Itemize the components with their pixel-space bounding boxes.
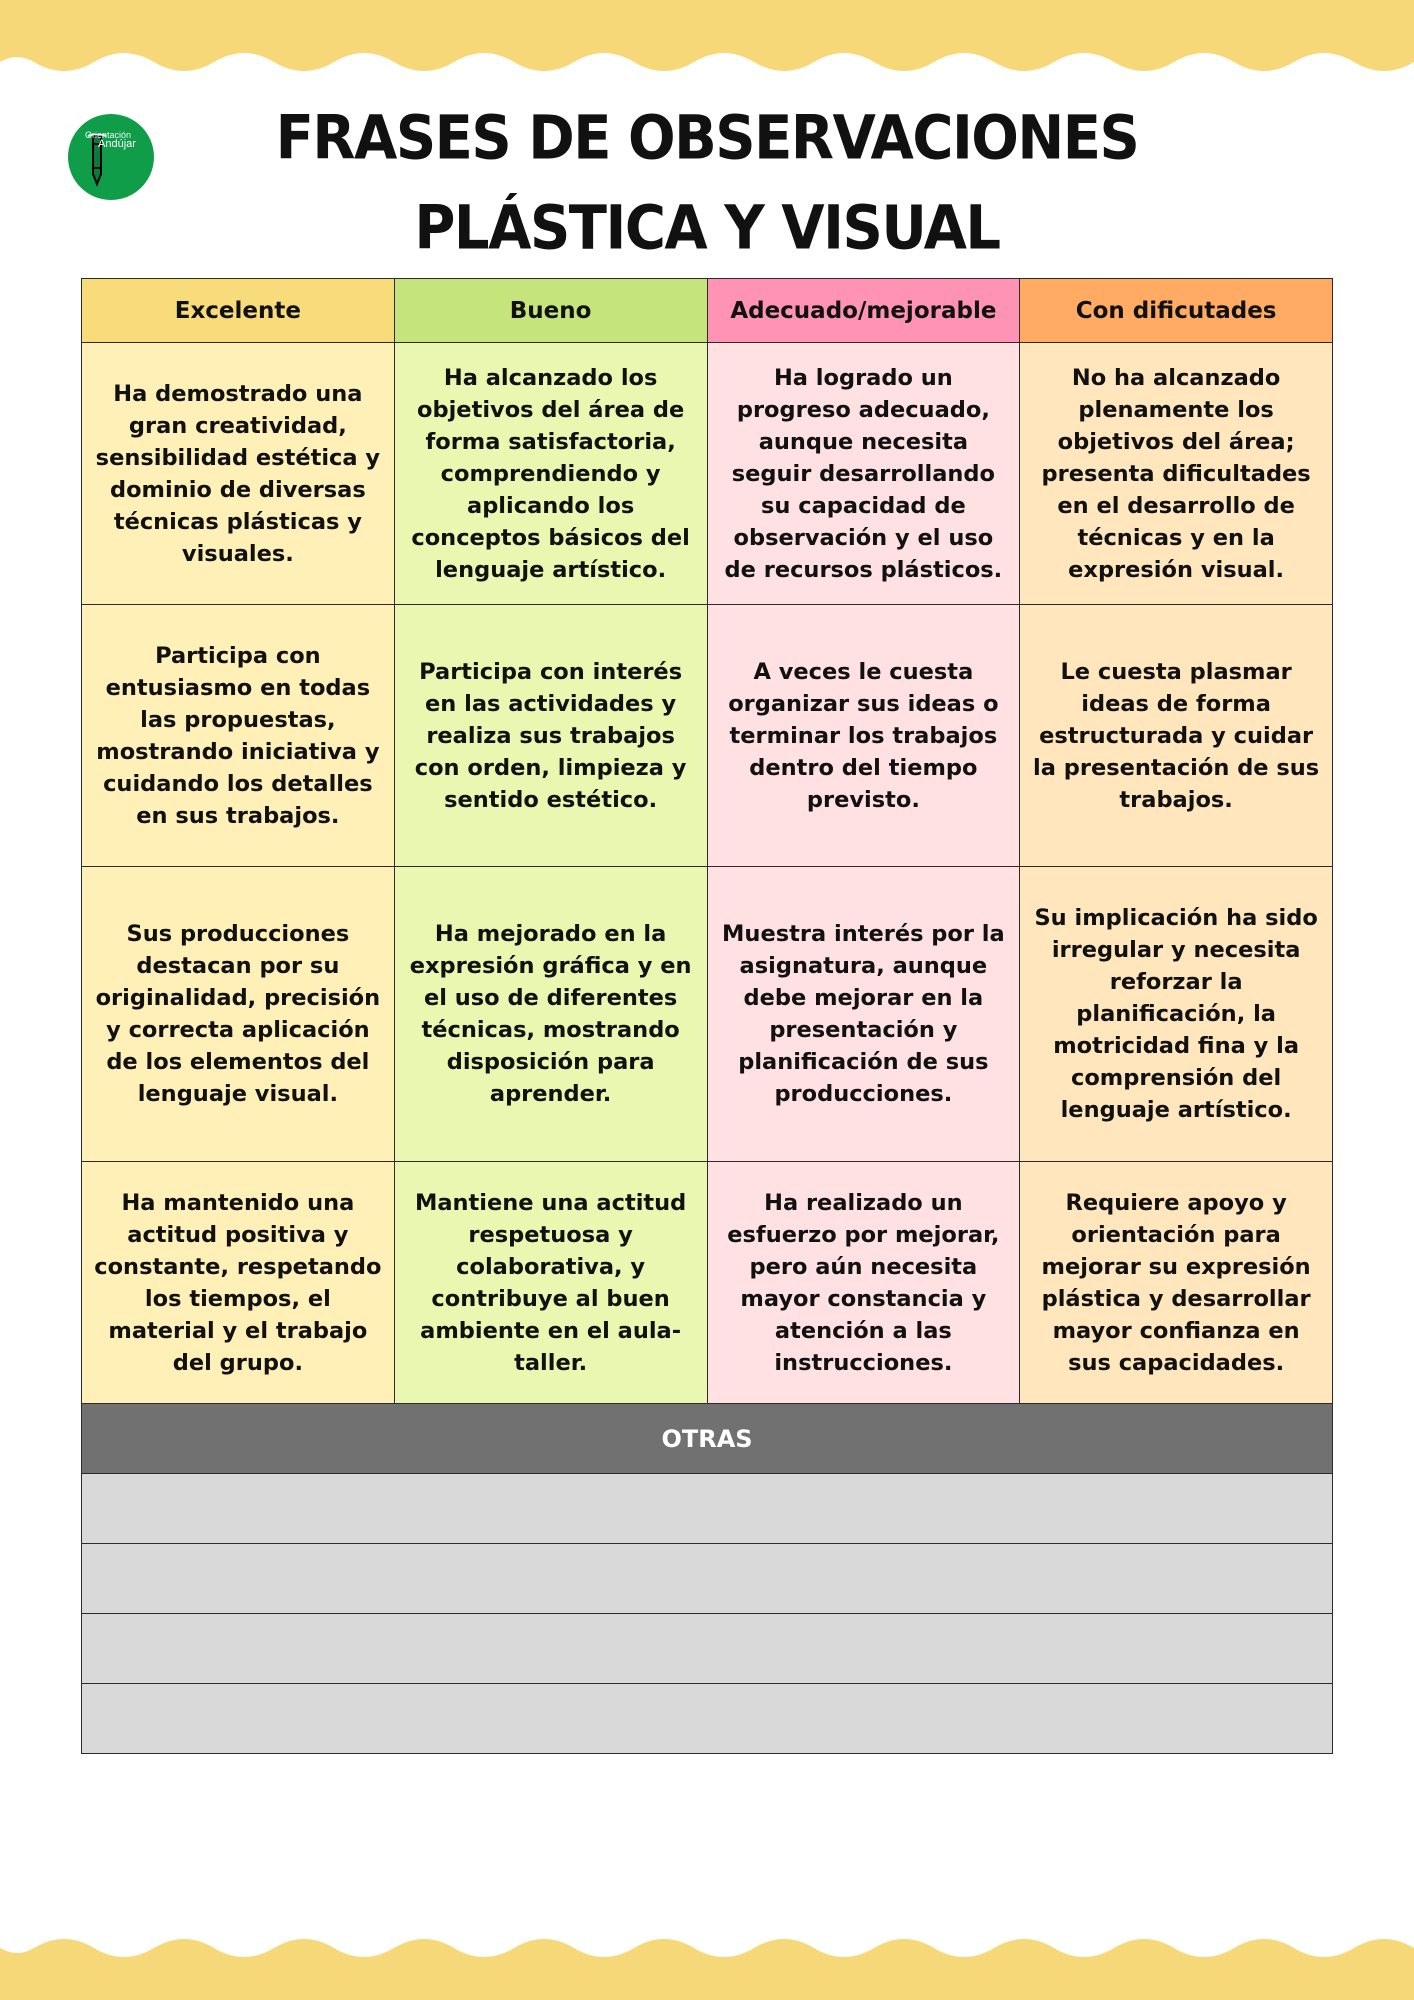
table-cell: Ha demostrado una gran creatividad, sensibilidad estética y dominio de diversas técnicas plásticas y visuales. <box>82 343 395 605</box>
logo-text-line1: Orientación <box>85 130 132 140</box>
bottom-wave-decoration <box>0 1930 1414 2000</box>
table-cell: Participa con interés en las actividades y realiza sus trabajos con orden, limpieza y sentido estético. <box>394 605 707 867</box>
otras-blank-row <box>82 1684 1333 1754</box>
column-header-dificultades: Con dificutades <box>1020 279 1333 343</box>
table-cell: Ha mejorado en la expresión gráfica y en el uso de diferentes técnicas, mostrando disposición para aprender. <box>394 867 707 1162</box>
otras-header: OTRAS <box>82 1404 1333 1474</box>
table-row <box>82 1162 1333 1404</box>
page-title: FRASES DE OBSERVACIONES <box>275 103 1139 174</box>
table-cell: Requiere apoyo y orientación para mejorar su expresión plástica y desarrollar mayor confianza en sus capacidades. <box>1020 1162 1333 1404</box>
blank-cell <box>82 1614 1333 1684</box>
table-cell: Ha logrado un progreso adecuado, aunque necesita seguir desarrollando su capacidad de observación y el uso de recursos plásticos. <box>707 343 1020 605</box>
table-cell: Le cuesta plasmar ideas de forma estructurada y cuidar la presentación de sus trabajos. <box>1020 605 1333 867</box>
column-header-excelente: Excelente <box>82 279 395 343</box>
table-cell: Ha alcanzado los objetivos del área de forma satisfactoria, comprendiendo y aplicando los conceptos básicos del lenguaje artístico. <box>394 343 707 605</box>
table-row <box>82 605 1333 867</box>
table-cell: Muestra interés por la asignatura, aunque debe mejorar en la presentación y planificación de sus producciones. <box>707 867 1020 1162</box>
table-cell: Ha realizado un esfuerzo por mejorar, pero aún necesita mayor constancia y atención a las instrucciones. <box>707 1162 1020 1404</box>
otras-header-row <box>82 1404 1333 1474</box>
page-subtitle: PLÁSTICA Y VISUAL <box>414 193 1000 264</box>
table-cell: A veces le cuesta organizar sus ideas o terminar los trabajos dentro del tiempo previsto. <box>707 605 1020 867</box>
otras-blank-row <box>82 1474 1333 1544</box>
blank-cell <box>82 1474 1333 1544</box>
table-row <box>82 343 1333 605</box>
column-header-bueno: Bueno <box>394 279 707 343</box>
logo-text-line2: Andújar <box>98 138 136 150</box>
otras-blank-row <box>82 1614 1333 1684</box>
table-cell: No ha alcanzado plenamente los objetivos del área; presenta dificultades en el desarrollo de técnicas y en la expresión visual. <box>1020 343 1333 605</box>
table-cell: Mantiene una actitud respetuosa y colaborativa, y contribuye al buen ambiente en el aula-taller. <box>394 1162 707 1404</box>
header-row <box>82 279 1333 343</box>
table-cell: Su implicación ha sido irregular y necesita reforzar la planificación, la motricidad fina y la comprensión del lenguaje artístico. <box>1020 867 1333 1162</box>
table-row <box>82 867 1333 1162</box>
blank-cell <box>82 1544 1333 1614</box>
top-wave-decoration <box>0 0 1414 80</box>
observations-table <box>81 278 1333 1754</box>
table-cell: Sus producciones destacan por su originalidad, precisión y correcta aplicación de los elementos del lenguaje visual. <box>82 867 395 1162</box>
table-cell: Ha mantenido una actitud positiva y constante, respetando los tiempos, el material y el trabajo del grupo. <box>82 1162 395 1404</box>
table-cell: Participa con entusiasmo en todas las propuestas, mostrando iniciativa y cuidando los detalles en sus trabajos. <box>82 605 395 867</box>
column-header-adecuado: Adecuado/mejorable <box>707 279 1020 343</box>
otras-blank-row <box>82 1544 1333 1614</box>
blank-cell <box>82 1684 1333 1754</box>
